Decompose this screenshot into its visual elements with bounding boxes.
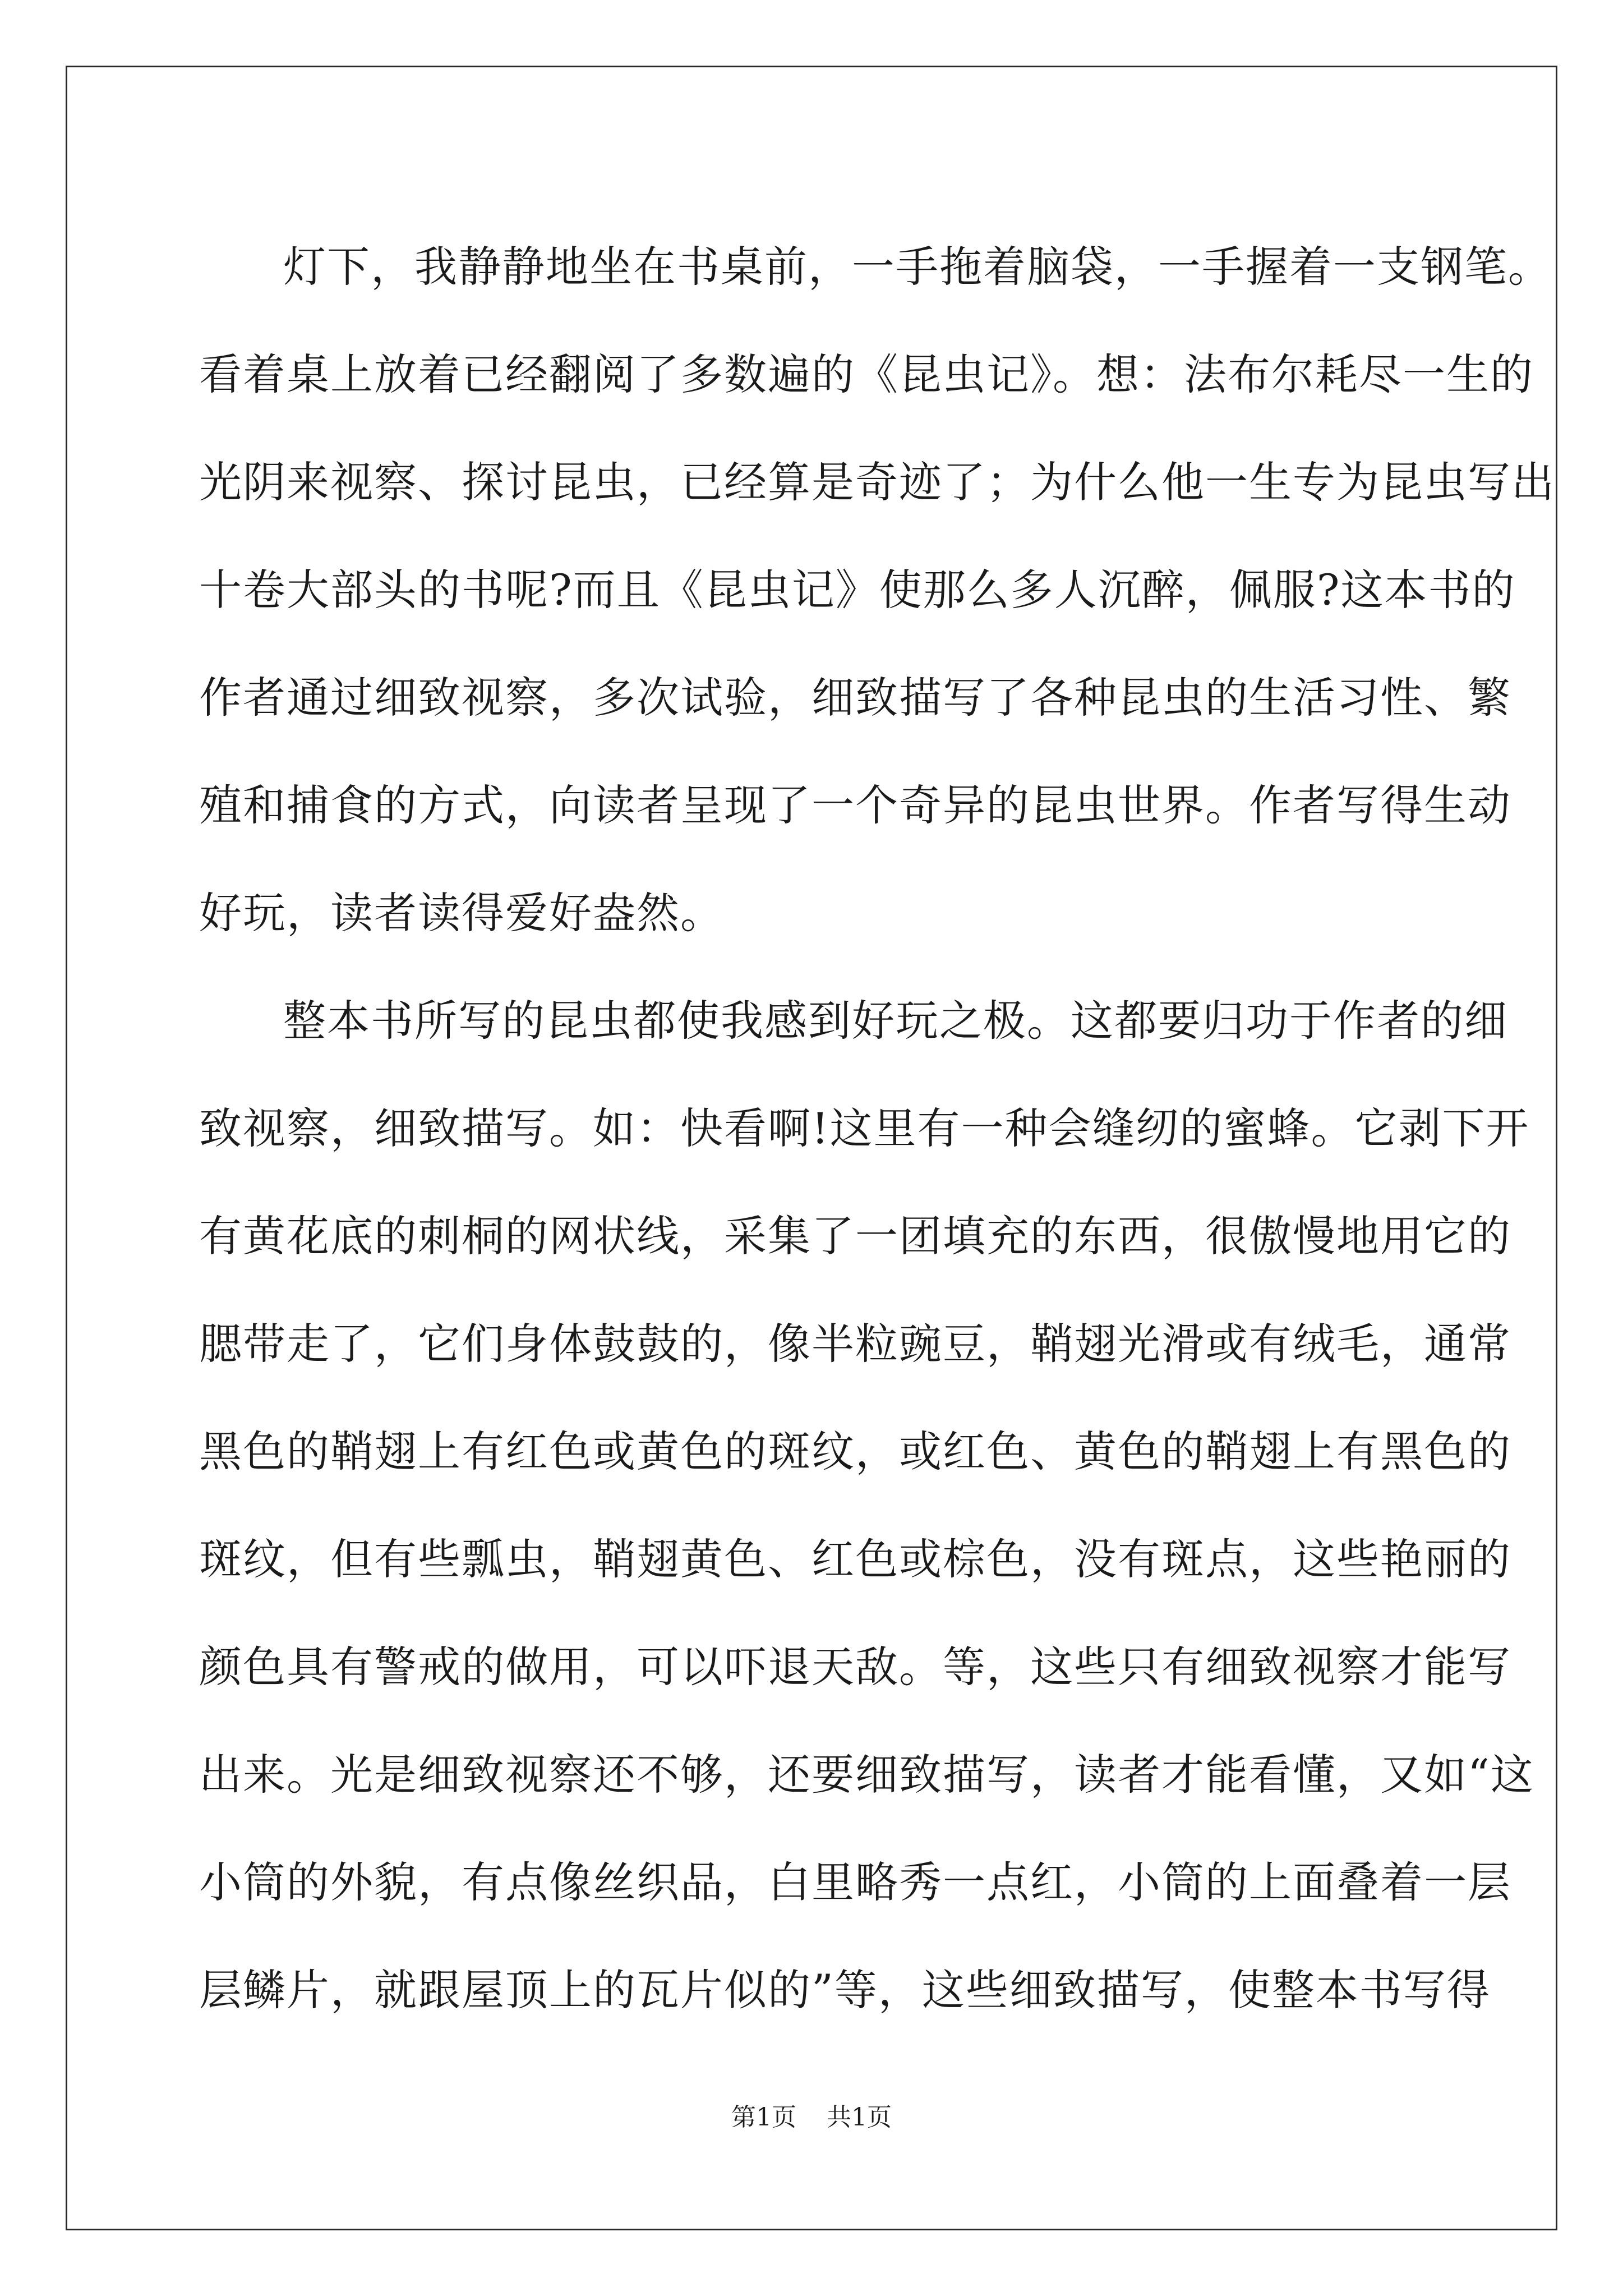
page-total: 共1页	[827, 2103, 892, 2132]
paragraph-line: 整本书所写的昆虫都使我感到好玩之极。这都要归功于作者的细	[283, 996, 1508, 1046]
paragraph-line: 灯下，我静静地坐在书桌前，一手拖着脑袋，一手握着一支钢笔。	[283, 242, 1552, 292]
paragraph-line: 黑色的鞘翅上有红色或黄色的斑纹，或红色、黄色的鞘翅上有黑色的	[199, 1427, 1511, 1476]
paragraph-line: 小筒的外貌，有点像丝织品，白里略秀一点红，小筒的上面叠着一层	[199, 1857, 1511, 1907]
paragraph-line: 颜色具有警戒的做用，可以吓退天敌。等，这些只有细致视察才能写	[199, 1642, 1511, 1692]
paragraph-1	[199, 213, 1555, 967]
paragraph-line: 作者通过细致视察，多次试验，细致描写了各种昆虫的生活习性、繁	[199, 673, 1511, 723]
paragraph-line: 十卷大部头的书呢?而且《昆虫记》使那么多人沉醉，佩服?这本书的	[199, 565, 1516, 615]
paragraph-line: 腮带走了，它们身体鼓鼓的，像半粒豌豆，鞘翅光滑或有绒毛，通常	[199, 1319, 1511, 1369]
page-number: 第1页	[731, 2103, 796, 2132]
page-footer	[0, 2101, 1623, 2134]
paragraph-line: 殖和捕食的方式，向读者呈现了一个奇异的昆虫世界。作者写得生动	[199, 780, 1511, 830]
paragraph-2	[199, 967, 1534, 2044]
paragraph-line: 层鳞片，就跟屋顶上的瓦片似的”等，这些细致描写，使整本书写得	[199, 1965, 1491, 2015]
paragraph-line: 好玩，读者读得爱好盎然。	[199, 888, 724, 938]
paragraph-line: 光阴来视察、探讨昆虫，已经算是奇迹了；为什么他一生专为昆虫写出	[199, 457, 1555, 507]
paragraph-line: 有黄花底的刺桐的网状线，采集了一团填充的东西，很傲慢地用它的	[199, 1211, 1511, 1261]
paragraph-line: 出来。光是细致视察还不够，还要细致描写，读者才能看懂，又如“这	[199, 1750, 1534, 1800]
paragraph-line: 看着桌上放着已经翻阅了多数遍的《昆虫记》。想：法布尔耗尽一生的	[199, 349, 1534, 399]
paragraph-line: 斑纹，但有些瓢虫，鞘翅黄色、红色或棕色，没有斑点，这些艳丽的	[199, 1534, 1511, 1584]
document-body	[199, 213, 1555, 2044]
paragraph-line: 致视察，细致描写。如：快看啊!这里有一种会缝纫的蜜蜂。它剥下开	[199, 1103, 1530, 1153]
